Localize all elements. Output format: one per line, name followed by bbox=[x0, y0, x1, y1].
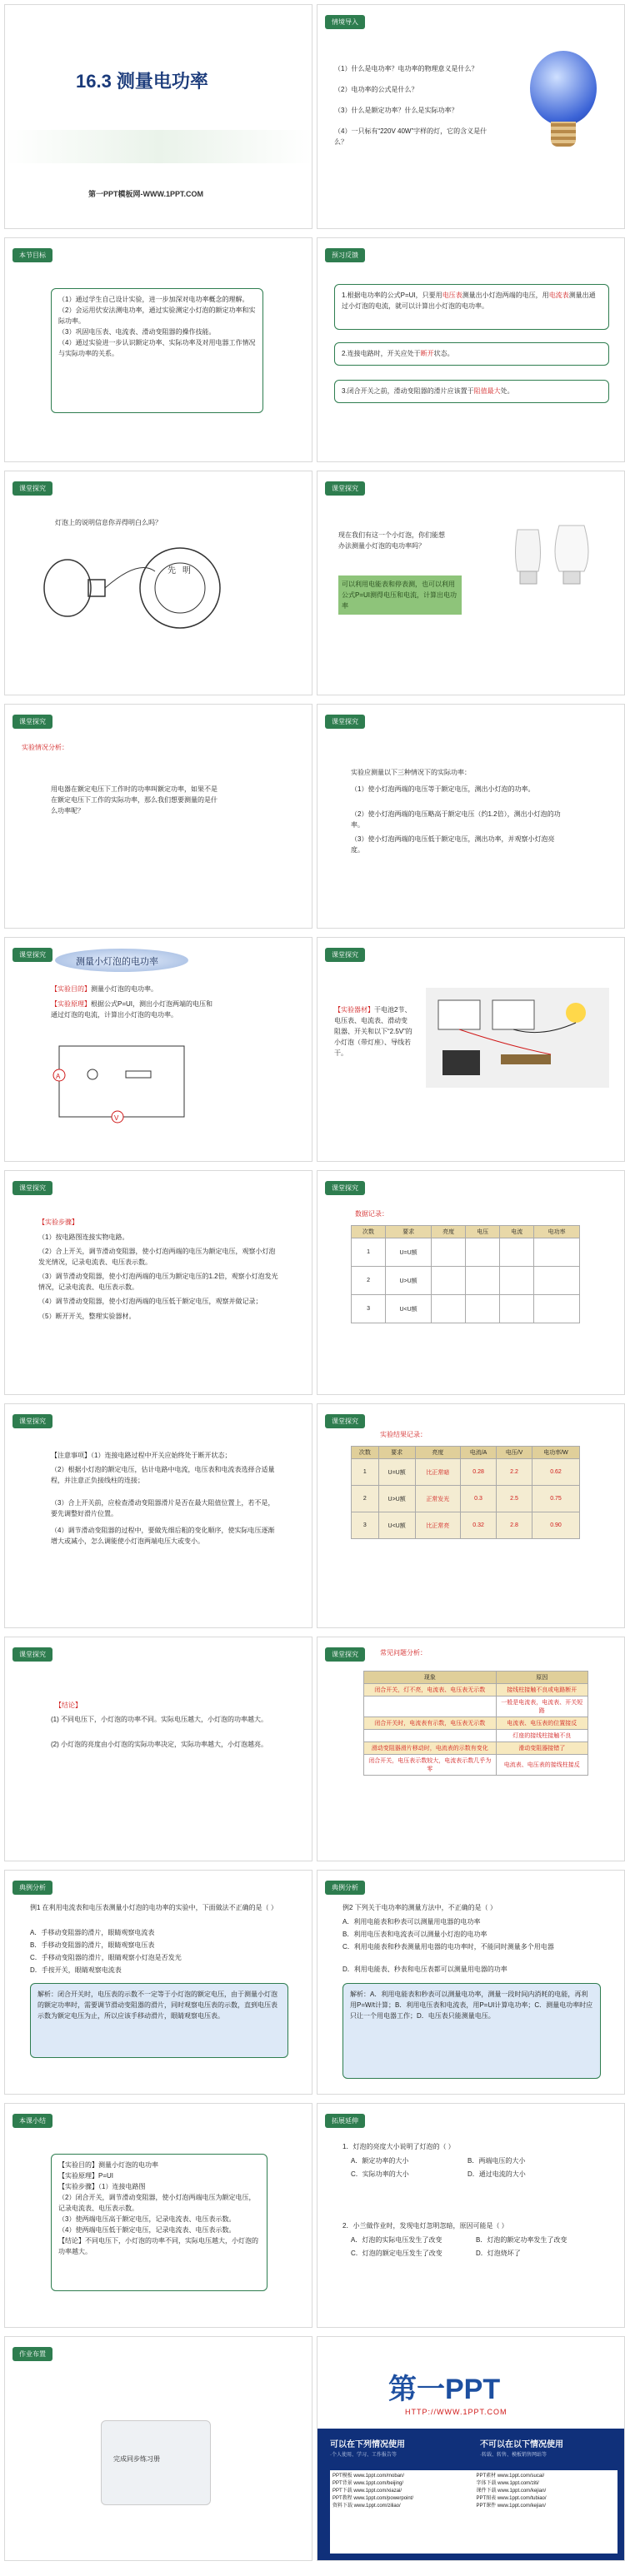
summary-line: （4）使两端电压低于额定电压，记录电流表、电压表示数。 bbox=[58, 2226, 236, 2234]
table-caption: 数据记录： bbox=[355, 1210, 388, 1218]
q2-option-c: C．灯泡的额定电压发生了改变 bbox=[351, 2250, 442, 2257]
section-tag: 课堂探究 bbox=[12, 715, 52, 729]
q2-text: 2.连接电路时，开关应处于 bbox=[342, 350, 421, 357]
banner-text: 测量小灯泡的电功率 bbox=[76, 957, 158, 967]
resource-link[interactable]: PPT下载 www.1ppt.com/xiazai/ bbox=[332, 2489, 402, 2494]
option-d: D．利用电能表、秒表和电压表都可以测量用电器的功率 bbox=[342, 1966, 508, 1973]
q2-tail: 状态。 bbox=[433, 350, 454, 357]
conclusion-1: (1) 不同电压下，小灯泡的功率不同。实际电压越大，小灯泡的功率越大。 bbox=[51, 1716, 268, 1723]
q1-text: 1.根据电功率的公式P=UI，只要用 bbox=[342, 291, 442, 299]
section-tag: 典例分析 bbox=[325, 1881, 365, 1895]
table-row: 灯座的接线柱接触不良 bbox=[364, 1730, 588, 1742]
slide-5[interactable] bbox=[4, 471, 312, 695]
question-4: （4）一只标有“220V 40W”字样的灯，它的含义是什么？ bbox=[334, 127, 488, 146]
table-row: 一般是电流表，电流表、开关短路 bbox=[364, 1697, 588, 1717]
circuit-diagram bbox=[42, 1038, 209, 1138]
question-2: （2）电功率的公式是什么？ bbox=[334, 86, 418, 93]
summary-line: （3）使两端电压高于额定电压，记录电流表、电压表示数。 bbox=[58, 2215, 236, 2223]
table-caption: 实验结果记录： bbox=[380, 1431, 427, 1438]
table-row: 2 U>U额 bbox=[352, 1267, 580, 1295]
section-tag: 拓展延伸 bbox=[325, 2114, 365, 2128]
section-tag: 课堂探究 bbox=[325, 1414, 365, 1428]
caution-4: （4）调节滑动变阻器的过程中，要做先细后粗的变化顺序，使实际电压逐渐增大或减小，怎么调能使小灯泡两端电压大或变小。 bbox=[51, 1527, 275, 1545]
explanation-box: 解析：闭合开关时，电压表的示数不一定等于小灯泡的额定电压，由于测量小灯泡的额定功率时，需要调节滑动变阻器的滑片，同时观察电压表的示数，直到电压表示数为额定电压为止，所以应该手移动滑片，眼睛观察电压表。 bbox=[30, 1983, 288, 2058]
summary-line: 【实验目的】测量小灯泡的电功率 bbox=[58, 2161, 158, 2169]
example-question: 例1 在利用电流表和电压表测量小灯泡的电功率的实验中，下面做法不正确的是（ ） bbox=[30, 1904, 278, 1911]
option-b: B．手移动变阻器的滑片，眼睛观察电压表 bbox=[30, 1941, 155, 1949]
section-tag: 本课小结 bbox=[12, 2114, 52, 2128]
equipment-photo bbox=[426, 988, 609, 1088]
svg-text:A: A bbox=[56, 1073, 61, 1080]
problems-table bbox=[363, 1671, 588, 1776]
energy-saving-bulbs-image bbox=[505, 521, 605, 596]
q3-text: 3.闭合开关之前，滑动变阻器的滑片应该置于 bbox=[342, 387, 474, 395]
slide-3[interactable] bbox=[4, 237, 312, 462]
step-5: （5）断开开关，整理实验器材。 bbox=[38, 1313, 136, 1320]
bulb-base bbox=[551, 122, 576, 147]
caution-2: （2）根据小灯泡的额定电压，估计电路中电流，电压表和电流表选择合适量程，并注意正负接线柱的连接； bbox=[51, 1466, 275, 1484]
table-caption: 常见问题分析： bbox=[380, 1649, 427, 1657]
summary-line: 【实验步骤】（1）连接电路图 bbox=[58, 2183, 146, 2190]
left-sub: ·个人使用、学习、工作报告等 bbox=[330, 2453, 397, 2458]
table-header-row: 次数 要求 亮度 电压 电流 电功率 bbox=[352, 1226, 580, 1238]
resource-link[interactable]: PPT背景 www.1ppt.com/beijing/ bbox=[332, 2481, 404, 2486]
objective-2: （2）会运用伏安法测电功率，通过实验测定小灯泡的额定功率和实际功率。 bbox=[58, 306, 256, 325]
slide-21[interactable] bbox=[4, 2336, 312, 2561]
section-tag: 情境导入 bbox=[325, 15, 365, 29]
slide-12[interactable] bbox=[317, 1170, 625, 1395]
case-1: （1）使小灯泡两端的电压等于额定电压，测出小灯泡的功率。 bbox=[351, 785, 535, 793]
slide-18[interactable] bbox=[317, 1870, 625, 2095]
slide-16[interactable] bbox=[317, 1637, 625, 1861]
case-2: （2）使小灯泡两端的电压略高于额定电压（约1.2倍），测出小灯泡的功率。 bbox=[351, 810, 561, 829]
slide-14[interactable] bbox=[317, 1403, 625, 1628]
objective-1: （1）通过学生自己设计实验，进一步加深对电功率概念的理解。 bbox=[58, 296, 249, 303]
step-4: （4）调节滑动变阻器，使小灯泡两端的电压低于额定电压，观察并做记录； bbox=[38, 1298, 262, 1305]
step-1: （1）按电路图连接实物电路。 bbox=[38, 1233, 129, 1241]
section-tag: 课堂探究 bbox=[325, 715, 365, 729]
exercise-question-1: 1．灯泡的亮度大小说明了灯泡的（ ） bbox=[342, 2143, 455, 2150]
q3-answer: 阻值最大 bbox=[473, 387, 501, 395]
option-c: C．手移动变阻器的滑片，眼睛观察小灯泡是否发光 bbox=[30, 1954, 182, 1961]
option-a: A．手移动变阻器的滑片，眼睛观察电流表 bbox=[30, 1929, 155, 1936]
table-row: 闭合开关，电压表示数较大，电流表示数几乎为零 电流表、电压表的接线柱接反 bbox=[364, 1755, 588, 1776]
step-2: （2）合上开关，调节滑动变阻器，使小灯泡两端的电压为额定电压，观察小灯泡发光情况，记录电流表、电压表示数。 bbox=[38, 1248, 276, 1266]
summary-line: 【实验原理】P=UI bbox=[58, 2172, 114, 2180]
principle-line: 【实验原理】根据公式P=UI，测出小灯泡两端的电压和通过灯泡的电流，计算出小灯泡的电功率。 bbox=[51, 1000, 213, 1019]
table-row: 1 U=U额 比正常暗 0.28 2.2 0.62 bbox=[352, 1459, 580, 1486]
conclusion-2: (2) 小灯泡的亮度由小灯泡的实际功率决定，实际功率越大，小灯泡越亮。 bbox=[51, 1741, 268, 1748]
footer-text: 第一PPT模板网-WWW.1PPT.COM bbox=[88, 190, 203, 198]
brand-logo: 第一PPT bbox=[388, 2374, 501, 2405]
q3-tail: 处。 bbox=[500, 387, 514, 395]
resource-link[interactable]: PPT素材 www.1ppt.com/sucai/ bbox=[476, 2474, 545, 2479]
section-tag: 本节目标 bbox=[12, 248, 52, 262]
q1-text-d: 测量出通过小灯泡的电流，就可以计算出小灯泡的电功率。 bbox=[342, 291, 596, 310]
example-question: 例2 下列关于电功率的测量方法中，不正确的是（ ） bbox=[342, 1904, 497, 1911]
resource-link[interactable]: 课件下载 www.1ppt.com/kejian/ bbox=[476, 2489, 547, 2494]
slide-17[interactable] bbox=[4, 1870, 312, 2095]
analysis-text: 用电器在额定电压下工作时的功率叫额定功率，如果不是在额定电压下工作的实际功率，那么我们想要测量的是什么功率呢？ bbox=[51, 785, 218, 815]
section-tag: 课堂探究 bbox=[325, 1181, 365, 1195]
option-b: B．利用电压表和电流表可以测量小灯泡的电功率 bbox=[342, 1931, 488, 1938]
q1-option-a: A．额定功率的大小 bbox=[351, 2157, 409, 2165]
q1-option-c: C．实际功率的大小 bbox=[351, 2170, 409, 2178]
intro-text: 实验应测量以下三种情况下的实际功率： bbox=[351, 769, 471, 776]
slide-10[interactable] bbox=[317, 937, 625, 1162]
section-tag: 课堂探究 bbox=[12, 948, 52, 962]
brand-url: HTTP://WWW.1PPT.COM bbox=[405, 2408, 508, 2416]
q1-option-b: B．两端电压的大小 bbox=[468, 2157, 526, 2165]
summary-box bbox=[51, 2154, 268, 2291]
steps-heading: 【实验步骤】 bbox=[38, 1218, 78, 1226]
slide-title: 16.3 测量电功率 bbox=[76, 71, 208, 92]
option-d: D．手按开关，眼睛观察电流表 bbox=[30, 1966, 122, 1974]
right-heading: 不可以在以下情况使用 bbox=[480, 2440, 563, 2449]
option-a: A．利用电能表和秒表可以测量用电器的电功率 bbox=[342, 1918, 481, 1926]
section-tag: 预习反馈 bbox=[325, 248, 365, 262]
section-tag: 课堂探究 bbox=[325, 481, 365, 496]
table-row: 3 U<U额 bbox=[352, 1295, 580, 1323]
right-sub: ·转载、转售、模板销售网站等 bbox=[480, 2453, 547, 2458]
slide-22[interactable] bbox=[317, 2336, 625, 2561]
table-row: 闭合开关时，电流表有示数，电压表无示数 电流表、电压表的位置接反 bbox=[364, 1717, 588, 1730]
section-tag: 典例分析 bbox=[12, 1881, 52, 1895]
preview-q3-box bbox=[334, 380, 609, 403]
objectives-box bbox=[51, 288, 263, 413]
conclusion-heading: 【结论】 bbox=[55, 1702, 82, 1709]
svg-text:V: V bbox=[114, 1114, 119, 1122]
equipment-line: 【实验器材】干电池2节、电压表、电流表、滑动变阻器、开关和以下“2.5V”的小灯泡（带灯座）、导线若干。 bbox=[334, 1006, 412, 1057]
answer-box: 可以利用电能表和停表测，也可以利用公式P=UI测得电压和电流，计算出电功率 bbox=[338, 575, 462, 615]
link-list bbox=[330, 2470, 618, 2554]
slide-8[interactable] bbox=[317, 704, 625, 929]
q2-option-b: B．灯泡的额定功率发生了改变 bbox=[476, 2236, 568, 2244]
bulb-question: 灯泡上的说明信息你弄得明白么吗？ bbox=[55, 519, 162, 526]
slide-13[interactable] bbox=[4, 1403, 312, 1628]
homework-text: 完成同步练习册 bbox=[113, 2455, 160, 2463]
sub-heading: 实验情况分析： bbox=[22, 744, 68, 751]
resource-link[interactable]: 资料下载 www.1ppt.com/ziliao/ bbox=[332, 2504, 401, 2509]
slide-2[interactable] bbox=[317, 4, 625, 229]
left-heading: 可以在下列情况使用 bbox=[330, 2440, 405, 2449]
q2-answer: 断开 bbox=[420, 350, 434, 357]
deco-strip bbox=[5, 130, 312, 163]
light-bulb-image bbox=[530, 51, 597, 126]
section-tag: 课堂探究 bbox=[12, 1414, 52, 1428]
q1-answer-a: 电压表 bbox=[442, 291, 462, 299]
table-header-row: 次数 要求 亮度 电流/A 电压/V 电功率/W bbox=[352, 1447, 580, 1459]
q1-option-d: D．通过电流的大小 bbox=[468, 2170, 526, 2178]
section-tag: 作业布置 bbox=[12, 2347, 52, 2361]
option-c: C．利用电能表和秒表测量用电器的电功率时，不能同时测量多个用电器 bbox=[342, 1943, 554, 1951]
section-tag: 课堂探究 bbox=[325, 948, 365, 962]
caution-3: （3）合上开关前，应检查滑动变阻器滑片是否在最大阻值位置上，若不是，要先调整好滑片位置。 bbox=[51, 1499, 275, 1517]
q1-answer-c: 电流表 bbox=[548, 291, 569, 299]
resource-link[interactable]: PPT模板 www.1ppt.com/moban/ bbox=[332, 2474, 405, 2479]
q1-text-b: 测量出小灯泡两端的电压，用 bbox=[462, 291, 549, 299]
slide-19[interactable] bbox=[4, 2103, 312, 2328]
slide-15[interactable] bbox=[4, 1637, 312, 1861]
table-row: 闭合开关，灯不亮，电流表、电压表无示数 接线柱接触不良或电路断开 bbox=[364, 1684, 588, 1697]
table-header-row: 现象 原因 bbox=[364, 1672, 588, 1684]
summary-line: 【结论】不同电压下，小灯泡的功率不同，实际电压越大，小灯泡的功率越大。 bbox=[58, 2237, 258, 2255]
explanation-box: 解析：A．利用电能表和秒表可以测量电功率，测量一段时间内消耗的电能，再利用P=W/t计算；B．利用电压表和电流表，用P=UI计算电功率；C．测量电功率时应只让一个用电器工作；D．电压表只能测量电压。 bbox=[342, 1983, 601, 2079]
section-tag: 课堂探究 bbox=[12, 481, 52, 496]
preview-q2-box bbox=[334, 342, 609, 366]
step-3: （3）调节滑动变阻器，使小灯泡两端的电压为额定电压的1.2倍，观察小灯泡发光情况，记录电流表、电压表示数。 bbox=[38, 1273, 278, 1291]
title-band bbox=[5, 5, 312, 109]
resource-link[interactable]: 字体下载 www.1ppt.com/ziti/ bbox=[476, 2481, 539, 2486]
resource-link[interactable]: PPT课件 www.1ppt.com/kejian/ bbox=[476, 2504, 546, 2509]
objective-3: （3）巩固电压表、电流表、滑动变阻器的操作技能。 bbox=[58, 328, 216, 336]
resource-link[interactable]: PPT图表 www.1ppt.com/tubiao/ bbox=[476, 2496, 547, 2501]
table-row: 滑动变阻器滑片移动时，电流表的示数有变化 滑动变阻器接错了 bbox=[364, 1742, 588, 1755]
bulb-brand-label: 先明 bbox=[168, 566, 198, 575]
slide-11[interactable] bbox=[4, 1170, 312, 1395]
slide-20[interactable] bbox=[317, 2103, 625, 2328]
data-table bbox=[351, 1225, 580, 1323]
section-tag: 课堂探究 bbox=[12, 1647, 52, 1662]
exercise-question-2: 2．小兰做作业时，发现电灯忽明忽暗，原因可能是（ ） bbox=[342, 2222, 508, 2230]
q2-option-d: D．灯泡烧坏了 bbox=[476, 2250, 521, 2257]
results-table bbox=[351, 1446, 580, 1539]
table-row: 1 U=U额 bbox=[352, 1238, 580, 1267]
resource-link[interactable]: PPT教程 www.1ppt.com/powerpoint/ bbox=[332, 2496, 414, 2501]
objective-4: （4）通过实验进一步认识额定功率、实际功率及对用电器工作情况与实际功率的关系。 bbox=[58, 339, 256, 357]
question-1: （1）什么是电功率？电功率的物理意义是什么？ bbox=[334, 65, 478, 72]
section-tag: 课堂探究 bbox=[325, 1647, 365, 1662]
table-row: 2 U>U额 正常发光 0.3 2.5 0.75 bbox=[352, 1486, 580, 1512]
case-3: （3）使小灯泡两端的电压低于额定电压，测出功率，并观察小灯泡亮度。 bbox=[351, 835, 555, 854]
slide-7[interactable] bbox=[4, 704, 312, 929]
summary-line: （2）闭合开关，调节滑动变阻器，使小灯泡两端电压为额定电压，记录电流表、电压表示数。 bbox=[58, 2194, 256, 2212]
question-3: （3）什么是额定功率？什么是实际功率？ bbox=[334, 107, 458, 114]
bulb-label-illustration bbox=[30, 542, 238, 634]
caution-1: 【注意事项】（1）连接电路过程中开关应始终处于断开状态； bbox=[51, 1452, 232, 1459]
section-tag: 课堂探究 bbox=[12, 1181, 52, 1195]
prompt-text: 现在我们有这一个小灯泡，你们能想办法测量小灯泡的电功率吗？ bbox=[338, 531, 445, 550]
q2-option-a: A．灯泡的实际电压发生了改变 bbox=[351, 2236, 442, 2244]
table-row: 3 U<U额 比正常亮 0.32 2.8 0.90 bbox=[352, 1512, 580, 1539]
slide-6[interactable] bbox=[317, 471, 625, 695]
slide-1[interactable] bbox=[4, 4, 312, 229]
preview-q1-box bbox=[334, 284, 609, 330]
purpose-line: 【实验目的】测量小灯泡的电功率。 bbox=[51, 985, 158, 993]
slide-4[interactable] bbox=[317, 237, 625, 462]
slide-9[interactable] bbox=[4, 937, 312, 1162]
